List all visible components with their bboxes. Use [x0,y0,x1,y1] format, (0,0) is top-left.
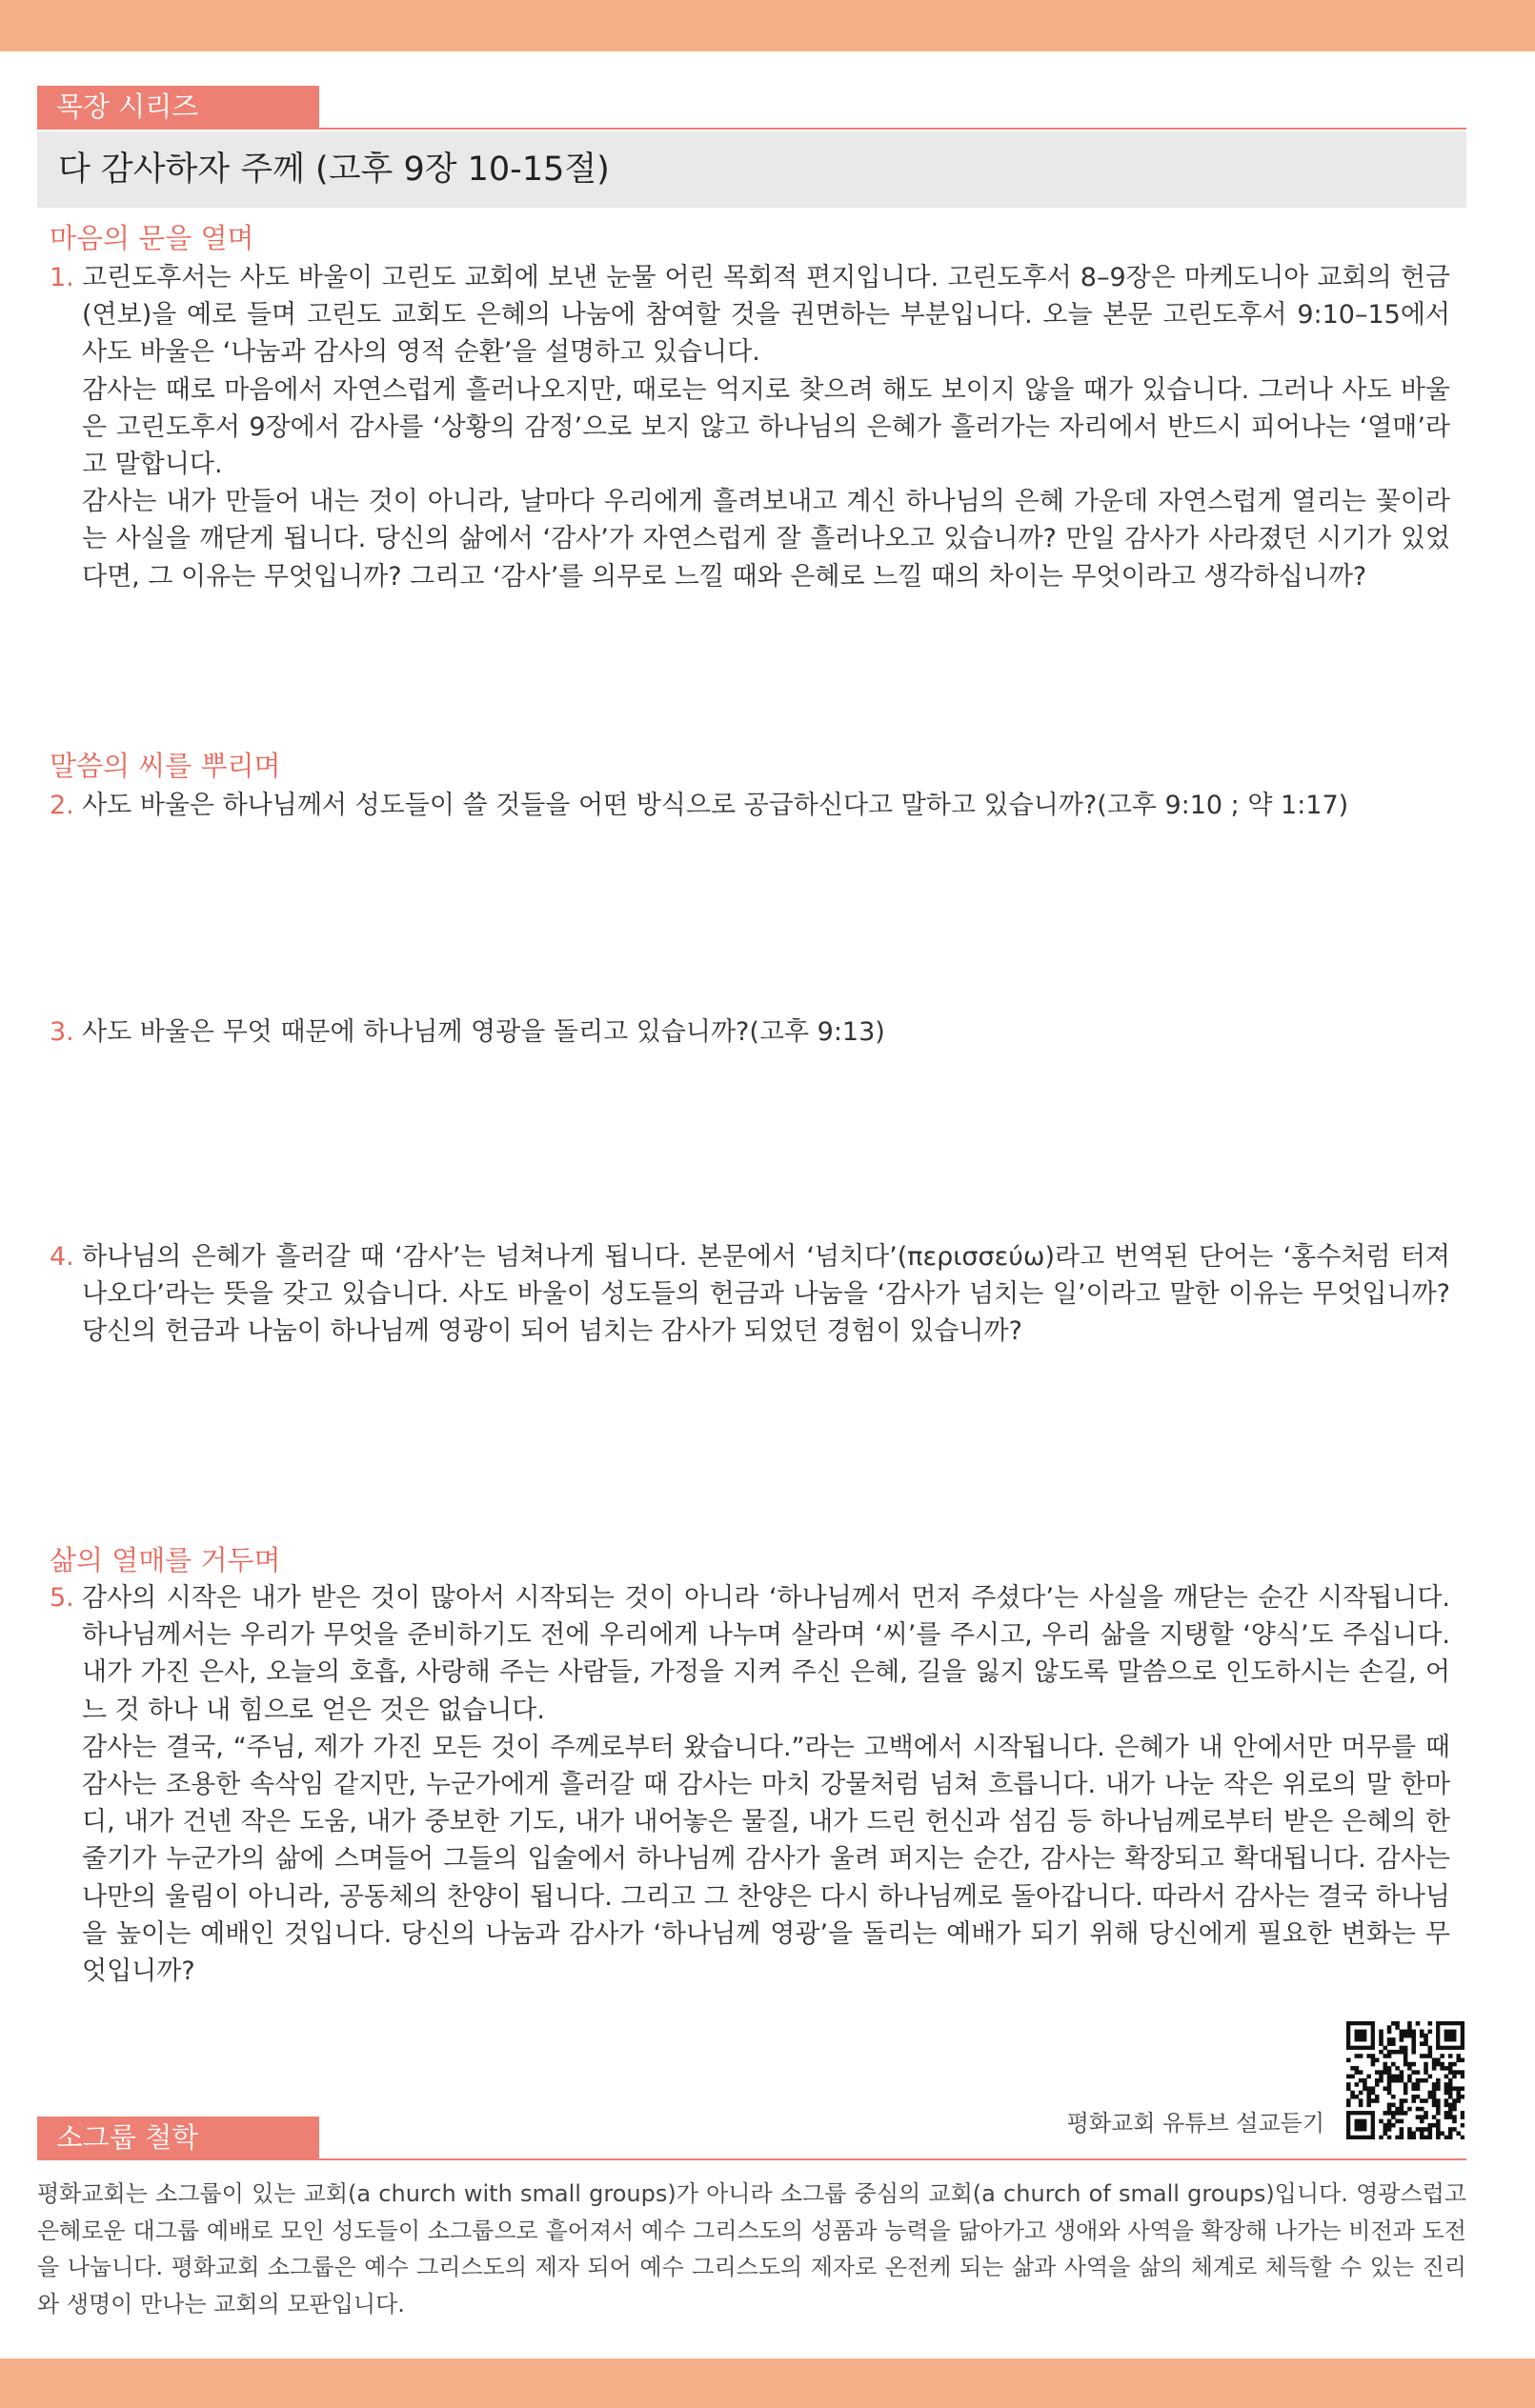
page-title: 다 감사하자 주께 (고후 9장 10-15절) [37,131,1466,208]
question-number: 1. [50,263,74,292]
question-3 [50,1013,1450,1051]
qr-caption: 평화교회 유튜브 설교듣기 [1066,2110,1324,2137]
question-paragraph: 하나님의 은혜가 흘러갈 때 ‘감사’는 넘쳐나게 됩니다. 본문에서 ‘넘치다’(περισσεύω)라고 번역된 단어는 ‘홍수처럼 터져 나오다’라는 뜻을 갖고 있습니다. 사도 바울이 성도들의 헌금과 나눔을 ‘감사가 넘치는 일’이라고 말한 이유는 무엇입니까? 당신의 헌금과 나눔이 하나님께 영광이 되어 넘치는 감사가 되었던 경험이 있습니까? [82,1242,1450,1347]
series-tag: 목장 시리즈 [37,86,319,128]
philosophy-text: 평화교회는 소그룹이 있는 교회(a church with small groups)가 아니라 소그룹 중심의 교회(a church of small groups)입니다. 영광스럽고 은혜로운 대그룹 예배로 모인 성도들이 소그룹으로 흩어져서 예수 그리스도의 성품과 능력을 닮아가고 생애와 사역을 확장해 나가는 비전과 도전을 나눕니다. 평화교회 소그룹은 예수 그리스도의 제자 되어 예수 그리스도의 제자로 온전케 되는 삶과 사역을 삶의 체계로 체득할 수 있는 진리와 생명이 만나는 교회의 모판입니다. [37,2180,1466,2318]
question-number: 2. [50,791,74,820]
question-number: 3. [50,1017,74,1047]
question-paragraph: 사도 바울은 무엇 때문에 하나님께 영광을 돌리고 있습니까?(고후 9:13) [82,1017,885,1047]
top-band [0,0,1535,51]
section-heading-harvest: 삶의 열매를 거두며 [50,1544,281,1576]
philosophy-rule [37,2158,1466,2160]
question-paragraph: 감사는 내가 만들어 내는 것이 아니라, 날마다 우리에게 흘려보내고 계신 하나님의 은혜 가운데 자연스럽게 열리는 꽃이라는 사실을 깨닫게 됩니다. 당신의 삶에서 ‘감사’가 자연스럽게 잘 흘러나오고 있습니까? 만일 감사가 사라졌던 시기가 있었다면, 그 이유는 무엇입니까? 그리고 ‘감사’를 의무로 느낄 때와 은혜로 느낄 때의 차이는 무엇이라고 생각하십니까? [82,487,1450,592]
question-paragraph: 사도 바울은 하나님께서 성도들이 쓸 것들을 어떤 방식으로 공급하신다고 말하고 있습니까?(고후 9:10 ; 약 1:17) [82,791,1349,820]
question-2 [50,787,1450,824]
question-paragraph: 고린도후서는 사도 바울이 고린도 교회에 보낸 눈물 어린 목회적 편지입니다. 고린도후서 8–9장은 마케도니아 교회의 헌금(연보)을 예로 들며 고린도 교회도 은혜의 나눔에 참여할 것을 권면하는 부분입니다. 오늘 본문 고린도후서 9:10–15에서 사도 바울은 ‘나눔과 감사의 영적 순환’을 설명하고 있습니다. [82,263,1450,368]
question-1 [50,259,1450,595]
youtube-qr-code[interactable] [1346,2021,1464,2139]
section-heading-open-heart: 마음의 문을 열며 [50,222,254,254]
philosophy-tag: 소그룹 철학 [37,2117,319,2158]
question-5 [50,1579,1450,1990]
question-number: 4. [50,1242,74,1272]
question-4 [50,1238,1450,1351]
section-heading-sow-word: 말씀의 씨를 뿌리며 [50,750,281,782]
bottom-band [0,2358,1535,2408]
question-number: 5. [50,1583,74,1613]
question-paragraph: 감사는 때로 마음에서 자연스럽게 흘러나오지만, 때로는 억지로 찾으려 해도 보이지 않을 때가 있습니다. 그러나 사도 바울은 고린도후서 9장에서 감사를 ‘상황의 감정’으로 보지 않고 하나님의 은혜가 흘러가는 자리에서 반드시 피어나는 ‘열매’라고 말합니다. [82,374,1450,480]
series-rule [37,128,1466,130]
question-paragraph: 감사는 결국, “주님, 제가 가진 모든 것이 주께로부터 왔습니다.”라는 고백에서 시작됩니다. 은혜가 내 안에서만 머무를 때 감사는 조용한 속삭임 같지만, 누군가에게 흘러갈 때 감사는 마치 강물처럼 넘쳐 흐릅니다. 내가 나눈 작은 위로의 말 한마디, 내가 건넨 작은 도움, 내가 중보한 기도, 내가 내어놓은 물질, 내가 드린 헌신과 섬김 등 하나님께로부터 받은 은혜의 한 줄기가 누군가의 삶에 스며들어 그들의 입술에서 하나님께 감사가 울려 퍼지는 순간, 감사는 확장되고 확대됩니다. 감사는 나만의 울림이 아니라, 공동체의 찬양이 됩니다. 그리고 그 찬양은 다시 하나님께로 돌아갑니다. 따라서 감사는 결국 하나님을 높이는 예배인 것입니다. 당신의 나눔과 감사가 ‘하나님께 영광’을 돌리는 예배가 되기 위해 당신에게 필요한 변화는 무엇입니까? [82,1732,1450,1987]
question-paragraph: 감사의 시작은 내가 받은 것이 많아서 시작되는 것이 아니라 ‘하나님께서 먼저 주셨다’는 사실을 깨닫는 순간 시작됩니다. 하나님께서는 우리가 무엇을 준비하기도 전에 우리에게 나누며 살라며 ‘씨’를 주시고, 우리 삶을 지탱할 ‘양식’도 주십니다. 내가 가진 은사, 오늘의 호흡, 사랑해 주는 사람들, 가정을 지켜 주신 은혜, 길을 잃지 않도록 말씀으로 인도하시는 손길, 어느 것 하나 내 힘으로 얻은 것은 없습니다. [82,1583,1450,1725]
